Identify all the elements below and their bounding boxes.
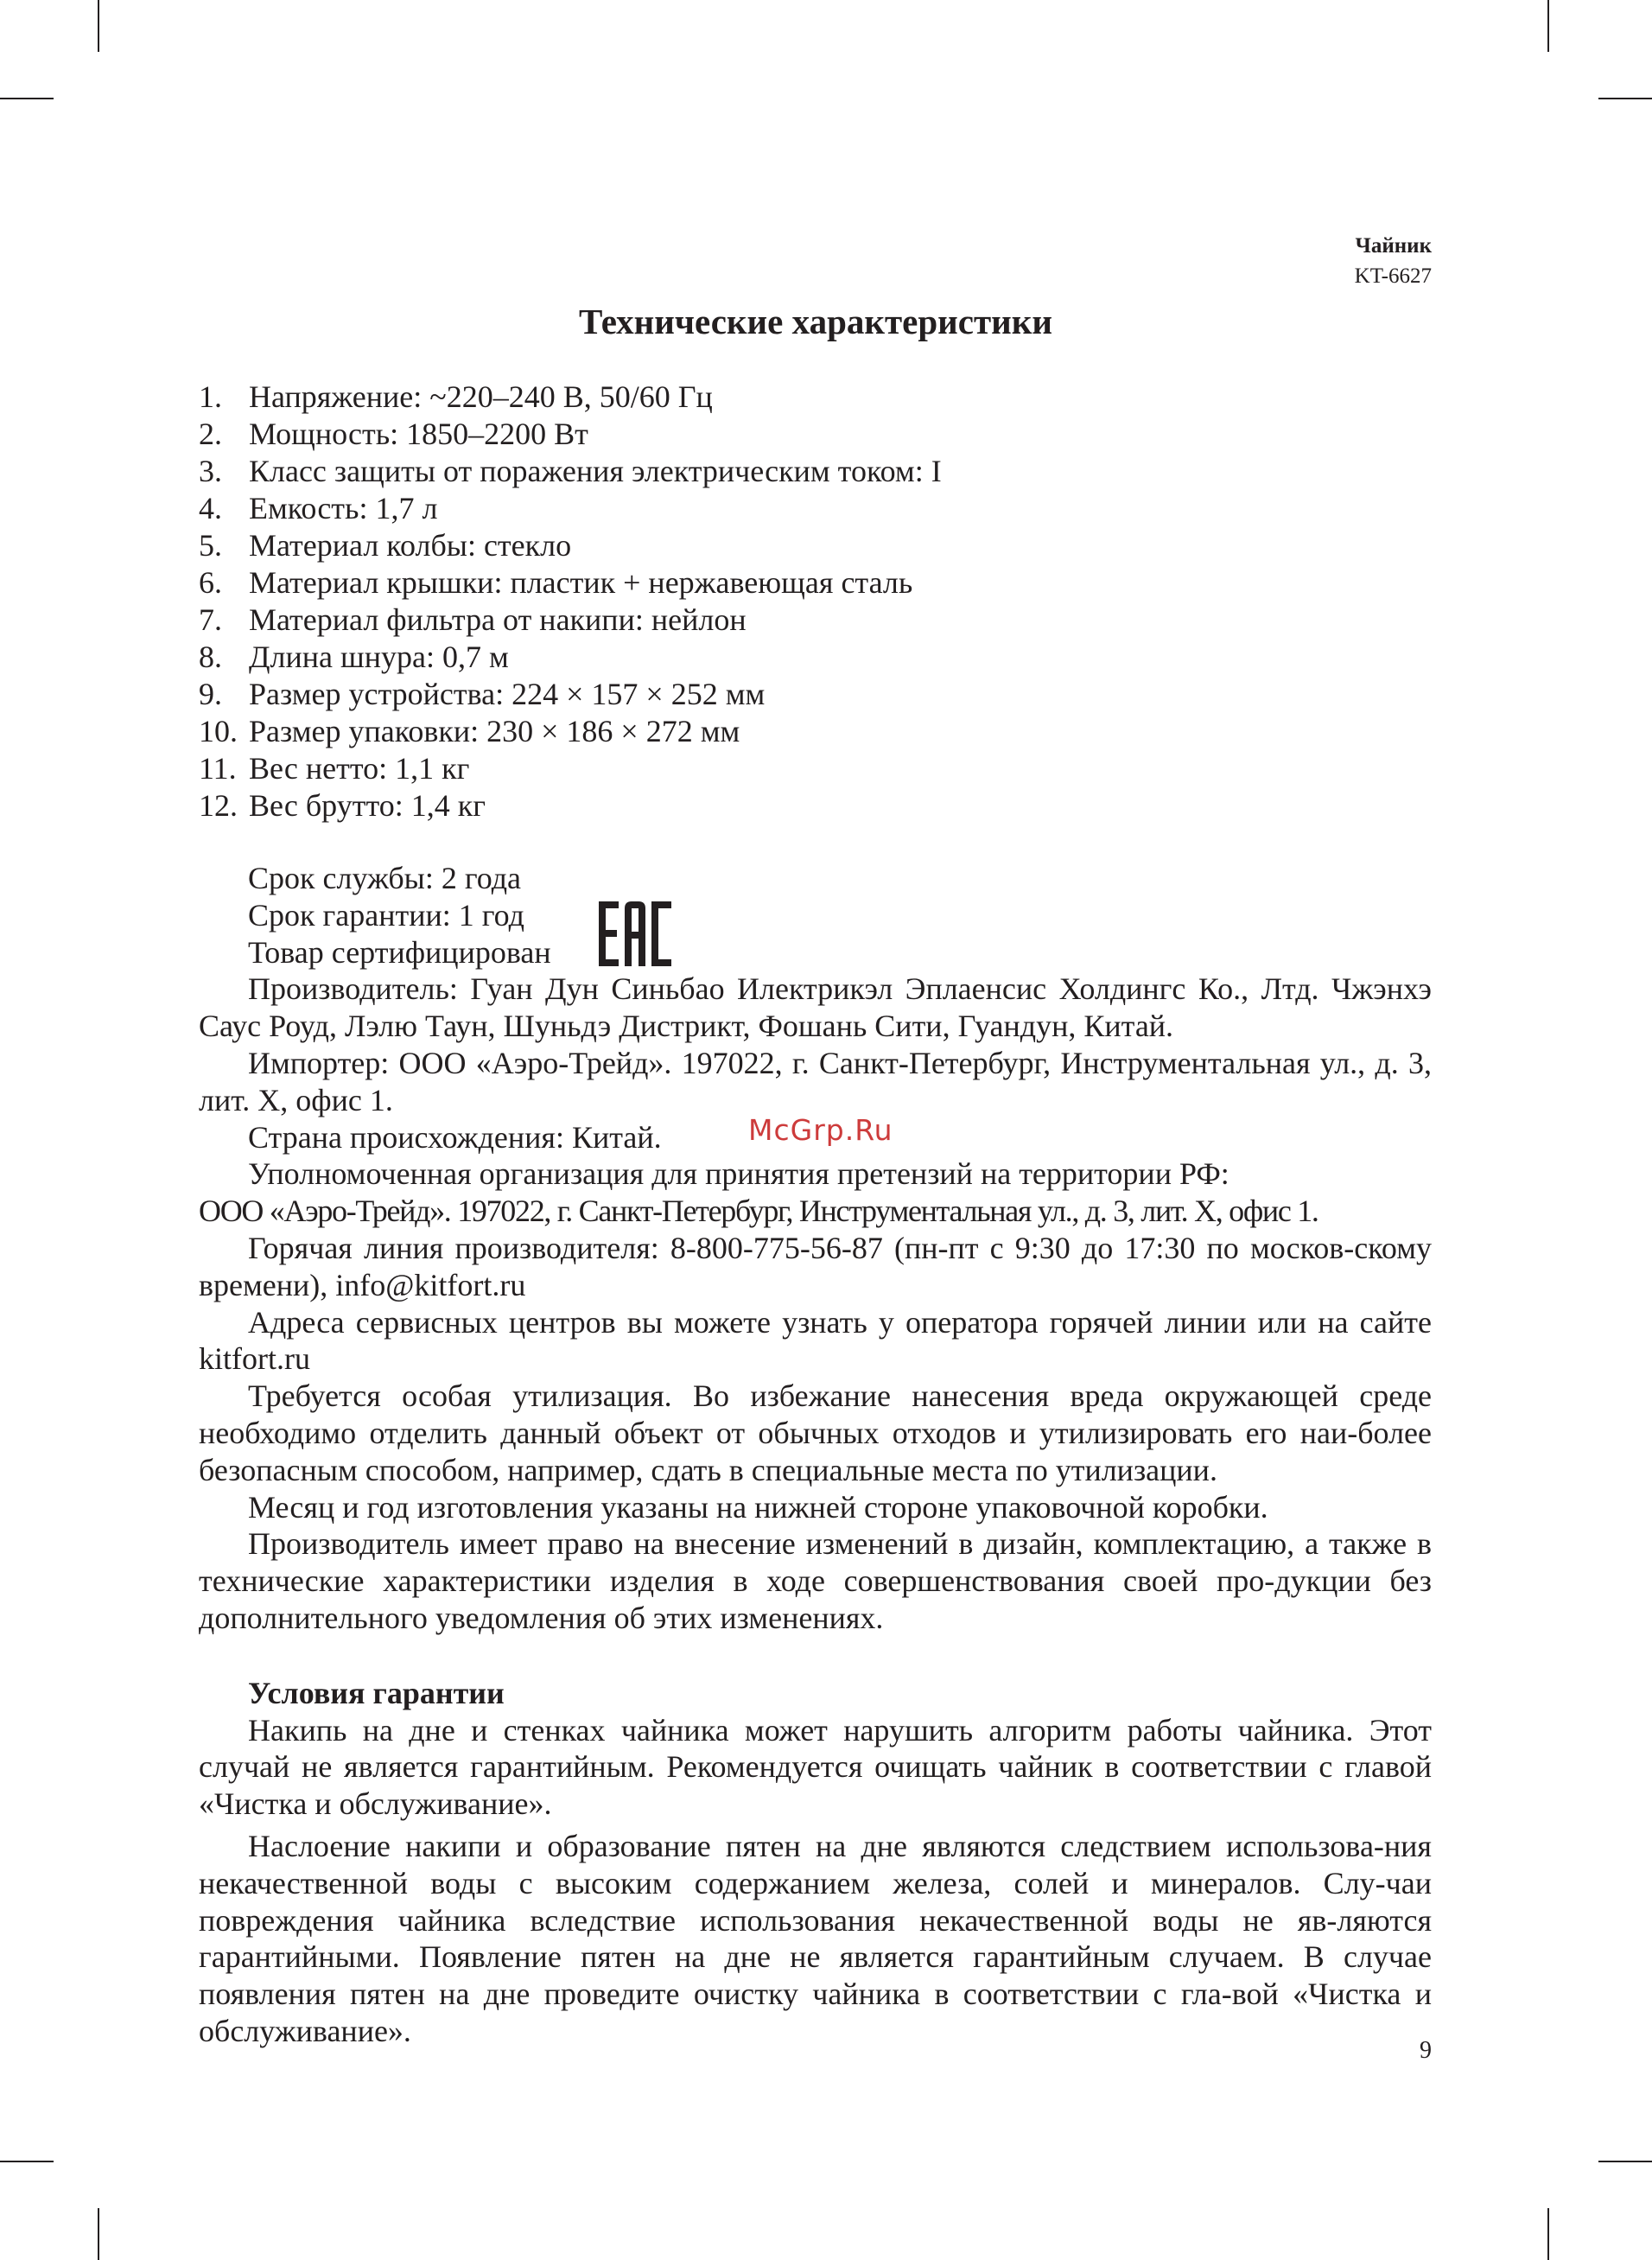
spec-item: 4. Емкость: 1,7 л xyxy=(199,491,438,525)
certified-note: Товар сертифицирован xyxy=(248,934,551,970)
crop-mark xyxy=(0,98,54,99)
spec-item: 11. Вес нетто: 1,1 кг xyxy=(199,751,470,786)
authorized-organization: Уполномоченная организация для принятия претензий на территории РФ: xyxy=(248,1156,1229,1192)
spec-item: 1. Напряжение: ~220–240 В, 50/60 Гц xyxy=(199,379,713,414)
product-name: Чайник xyxy=(1355,234,1432,258)
crop-mark xyxy=(98,0,99,52)
watermark-link[interactable]: McGrp.Ru xyxy=(748,1113,893,1147)
service-centers: Адреса сервисных центров вы можете узнать у оператора горячей линии или на сайте kitfort.ru xyxy=(199,1304,1432,1377)
spec-item: 2. Мощность: 1850–2200 Вт xyxy=(199,417,588,451)
page-number: 9 xyxy=(1420,2037,1432,2064)
warranty-paragraph: Накипь на дне и стенках чайника может нарушить алгоритм работы чайника. Этот случай не является гарантийным. Рекомендуется очищать чайник в соответствии с главой «Чистка и обслуживание». xyxy=(199,1712,1432,1822)
service-life: Срок службы: 2 года xyxy=(248,861,522,895)
country-of-origin: Страна происхождения: Китай. xyxy=(248,1119,662,1155)
spec-item: 6. Материал крышки: пластик + нержавеющая сталь xyxy=(199,565,913,600)
spec-item: 7. Материал фильтра от накипи: нейлон xyxy=(199,602,747,637)
specs-list xyxy=(199,379,1434,824)
spec-item: 3. Класс защиты от поражения электрическим током: I xyxy=(199,454,942,488)
warranty-period: Срок гарантии: 1 год xyxy=(248,897,524,933)
manufacturer: Производитель: Гуан Дун Синьбао Илектрикэл Эплаенсис Холдингс Ко., Лтд. Чжэнхэ Саус Роуд, Лэлю Таун, Шуньдэ Дистрикт, Фошань Сити, Гуандун, Китай. xyxy=(199,971,1432,1044)
spec-item: 8. Длина шнура: 0,7 м xyxy=(199,640,509,674)
spec-item: 5. Материал колбы: стекло xyxy=(199,528,572,563)
page-header xyxy=(1355,231,1432,291)
page-title: Технические характеристики xyxy=(579,302,1052,341)
importer: Импортер: ООО «Аэро-Трейд». 197022, г. Санкт-Петербург, Инструментальная ул., д. 3, лит. Х, офис 1. xyxy=(199,1045,1432,1117)
document-body xyxy=(199,860,1432,2050)
crop-mark xyxy=(1547,0,1549,52)
spec-item: 12. Вес брутто: 1,4 кг xyxy=(199,788,486,823)
spec-item: 9. Размер устройства: 224 × 157 × 252 мм xyxy=(199,677,766,711)
disposal-note: Требуется особая утилизация. Во избежание нанесения вреда окружающей среде необходимо отделить данный объект от обычных отходов и утилизировать его наи-более безопасным способом, например, сдать в специальные места по утилизации. xyxy=(199,1378,1432,1487)
authorized-address: ООО «Аэро-Трейд». 197022, г. Санкт-Петербург, Инструментальная ул., д. 3, лит. Х, офис 1. xyxy=(199,1194,1318,1229)
spec-item: 10. Размер упаковки: 230 × 186 × 272 мм xyxy=(199,714,740,748)
manufacture-date-note: Месяц и год изготовления указаны на нижней стороне упаковочной коробки. xyxy=(248,1489,1268,1525)
crop-mark xyxy=(98,2208,99,2260)
warranty-paragraph: Наслоение накипи и образование пятен на дне являются следствием использова-ния некачественной воды с высоким содержанием железа, солей и минералов. Слу-чаи повреждения чайника вследствие использования некачественной воды не яв-ляются гарантийными. Появление пятен на дне не является гарантийным случаем. В случае появления пятен на дне проведите очистку чайника в соответствии с гла-вой «Чистка и обслуживание». xyxy=(199,1828,1432,2048)
crop-mark xyxy=(1598,98,1652,99)
crop-mark xyxy=(1547,2208,1549,2260)
model-number: KT-6627 xyxy=(1354,264,1432,288)
crop-mark xyxy=(0,2161,54,2162)
hotline: Горячая линия производителя: 8-800-775-56-87 (пн-пт с 9:30 до 17:30 по москов-скому времени), info@kitfort.ru xyxy=(199,1230,1432,1302)
changes-note: Производитель имеет право на внесение изменений в дизайн, комплектацию, а также в технические характеристики изделия в ходе совершенствования своей про-дукции без дополнительного уведомления об этих изменениях. xyxy=(199,1526,1432,1635)
crop-mark xyxy=(1598,2161,1652,2162)
warranty-heading: Условия гарантии xyxy=(248,1675,505,1710)
